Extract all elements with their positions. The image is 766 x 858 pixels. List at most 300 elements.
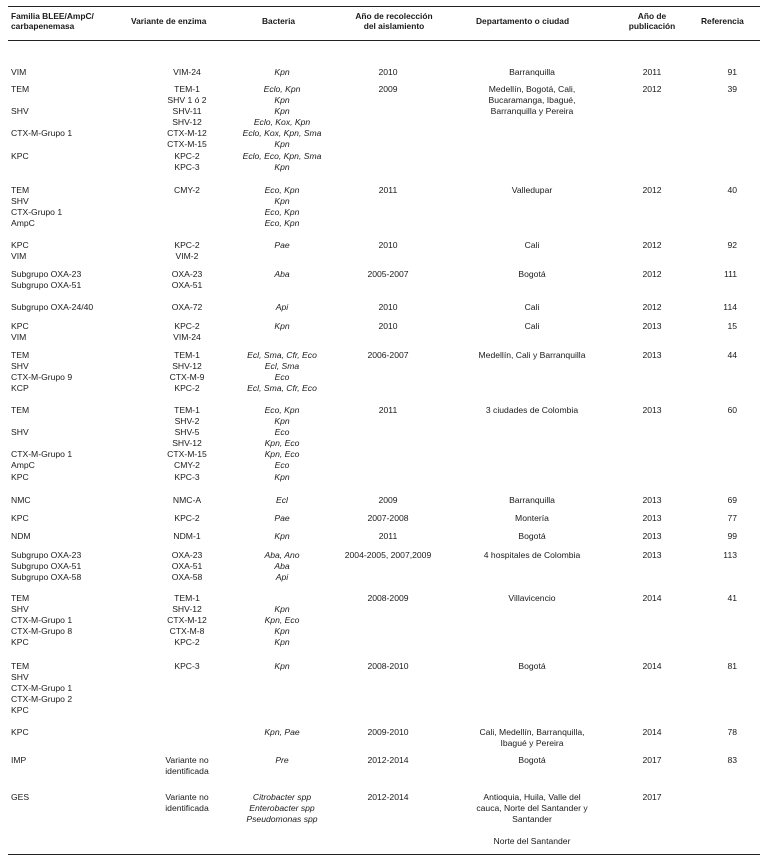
pub-year-cell bbox=[610, 513, 694, 524]
family-cell-line: KPC bbox=[11, 150, 29, 161]
bacteria-cell-line bbox=[228, 593, 336, 604]
family-cell bbox=[11, 405, 72, 483]
reference-cell bbox=[700, 755, 737, 766]
pub-year-cell-line: 2013 bbox=[642, 550, 662, 560]
year-cell-line: 2011 bbox=[378, 405, 398, 415]
location-cell-line: Bucaramanga, Ibagué, bbox=[488, 95, 576, 106]
pub-year-cell bbox=[610, 792, 694, 803]
header-year-pub-line1: Año de bbox=[637, 11, 667, 21]
family-cell-line: AmpC bbox=[11, 218, 35, 229]
family-cell bbox=[11, 755, 26, 766]
year-cell-line: 2004-2005, 2007,2009 bbox=[344, 550, 432, 560]
variant-cell-line: KPC-3 bbox=[174, 471, 200, 482]
family-cell-line: KPC bbox=[11, 513, 29, 523]
pub-year-cell-line: 2012 bbox=[642, 240, 662, 250]
family-cell-line: CTX-M-Grupo 1 bbox=[11, 615, 73, 626]
variant-cell-line: SHV-12 bbox=[172, 361, 202, 372]
reference-cell-line: 83 bbox=[727, 755, 737, 765]
bacteria-cell-line: Eclo, Eco, Kpn, Sma bbox=[242, 150, 322, 161]
family-cell-line: VIM bbox=[11, 332, 27, 343]
reference-cell bbox=[700, 240, 737, 251]
bacteria-cell bbox=[228, 495, 336, 506]
bacteria-cell-line: Eco bbox=[274, 427, 290, 438]
family-cell-line bbox=[11, 117, 72, 128]
reference-cell bbox=[700, 661, 737, 672]
pub-year-cell-line: 2012 bbox=[642, 269, 662, 279]
variant-cell-line: KPC-3 bbox=[174, 661, 200, 671]
reference-cell-line: 60 bbox=[727, 405, 737, 415]
year-cell-line: 2009 bbox=[378, 84, 398, 94]
year-cell-line: 2010 bbox=[378, 67, 398, 77]
reference-cell bbox=[700, 269, 737, 280]
reference-cell-line: 111 bbox=[723, 269, 737, 279]
year-cell bbox=[330, 661, 446, 672]
family-cell-line: NMC bbox=[11, 495, 31, 505]
family-cell-line: TEM bbox=[11, 405, 30, 415]
family-cell bbox=[11, 321, 29, 343]
family-cell bbox=[11, 350, 72, 394]
year-cell-line: 2005-2007 bbox=[367, 269, 409, 279]
location-cell-line: Norte del Santander bbox=[493, 836, 571, 847]
bacteria-cell-line: Kpn bbox=[274, 661, 290, 671]
variant-cell-line: OXA-23 bbox=[171, 269, 203, 279]
pub-year-cell-line: 2011 bbox=[642, 67, 662, 77]
year-cell-line: 2012-2014 bbox=[367, 792, 409, 802]
header-bacteria-line1: Bacteria bbox=[262, 16, 296, 26]
variant-cell-line: SHV 1 ó 2 bbox=[167, 95, 207, 106]
reference-cell-line: 40 bbox=[727, 185, 737, 195]
family-cell bbox=[11, 593, 72, 648]
variant-cell-line: TEM-1 bbox=[174, 405, 200, 415]
location-cell-line: Valledupar bbox=[511, 185, 553, 195]
year-cell-line: 2009 bbox=[378, 495, 398, 505]
location-cell bbox=[453, 269, 611, 280]
reference-cell bbox=[700, 302, 737, 313]
bacteria-cell-line: Kpn bbox=[274, 626, 290, 637]
bacteria-cell-line: Api bbox=[275, 572, 289, 583]
family-cell-line: SHV bbox=[11, 672, 29, 683]
family-cell-line: SHV bbox=[11, 604, 29, 615]
family-cell-line: SHV bbox=[11, 106, 29, 117]
location-cell bbox=[453, 727, 611, 749]
family-cell bbox=[11, 495, 31, 506]
variant-cell-line: CTX-M-15 bbox=[167, 139, 207, 150]
location-cell-line: cauca, Norte del Santander y bbox=[476, 803, 588, 814]
bacteria-cell bbox=[228, 321, 336, 332]
reference-cell-line bbox=[700, 792, 737, 803]
bacteria-cell bbox=[228, 727, 336, 738]
bacteria-cell-line: Eclo, Kpn bbox=[263, 84, 301, 94]
location-cell-line bbox=[453, 825, 611, 836]
bacteria-cell-line: Api bbox=[275, 302, 289, 312]
family-cell-line: KPC bbox=[11, 705, 29, 716]
reference-cell-line: 114 bbox=[723, 302, 737, 312]
family-cell-line: KPC bbox=[11, 321, 29, 331]
year-cell bbox=[330, 792, 446, 803]
bacteria-cell-line: Pae bbox=[274, 513, 290, 523]
variant-cell-line: identificada bbox=[165, 766, 209, 777]
reference-cell-line: 69 bbox=[727, 495, 737, 505]
pub-year-cell bbox=[610, 321, 694, 332]
variant-cell-line: KPC-2 bbox=[174, 321, 200, 331]
location-cell-line: Medellín, Cali y Barranquilla bbox=[478, 350, 586, 360]
year-cell bbox=[330, 405, 446, 416]
pub-year-cell bbox=[610, 350, 694, 361]
location-cell bbox=[453, 755, 611, 766]
location-cell bbox=[453, 405, 611, 416]
variant-cell-line: CMY-2 bbox=[174, 185, 200, 195]
variant-cell-line: OXA-72 bbox=[171, 302, 203, 312]
location-cell-line: Barranquilla bbox=[509, 67, 555, 77]
bacteria-cell-line: Eclo, Kox, Kpn bbox=[253, 117, 311, 128]
variant-cell-line: KPC-2 bbox=[174, 513, 200, 523]
variant-cell-line: CTX-M-8 bbox=[169, 626, 205, 637]
location-cell-line: Bogotá bbox=[518, 755, 546, 765]
header-year-pub-line2: publicación bbox=[628, 21, 676, 32]
location-cell-line: Santander bbox=[512, 814, 552, 825]
year-cell-line: 2010 bbox=[378, 240, 398, 250]
family-cell-line: CTX-M-Grupo 1 bbox=[11, 683, 73, 694]
pub-year-cell-line: 2012 bbox=[642, 84, 662, 94]
year-cell-line: 2011 bbox=[378, 185, 398, 195]
header-reference-line1: Referencia bbox=[701, 16, 744, 26]
variant-cell-line: SHV-11 bbox=[172, 106, 202, 117]
bacteria-cell bbox=[228, 302, 336, 313]
family-cell-line: KPC bbox=[11, 240, 29, 250]
bacteria-cell-line: Aba bbox=[274, 561, 290, 572]
reference-cell-line: 15 bbox=[727, 321, 737, 331]
reference-cell-line: 78 bbox=[727, 727, 737, 737]
pub-year-cell-line: 2013 bbox=[642, 350, 662, 360]
bacteria-cell bbox=[228, 240, 336, 251]
pub-year-cell bbox=[610, 84, 694, 95]
location-cell bbox=[453, 185, 611, 196]
variant-cell-line: OXA-51 bbox=[171, 561, 203, 572]
year-cell bbox=[330, 67, 446, 78]
bacteria-cell bbox=[228, 67, 336, 78]
bacteria-cell bbox=[228, 513, 336, 524]
location-cell-line: Villavicencio bbox=[508, 593, 556, 603]
pub-year-cell bbox=[610, 755, 694, 766]
bacteria-cell-line: Kpn bbox=[274, 531, 290, 541]
family-cell-line: Subgrupo OXA-23 bbox=[11, 269, 82, 279]
bacteria-cell-line: Aba bbox=[274, 269, 290, 279]
reference-cell-line: 41 bbox=[727, 593, 737, 603]
family-cell-line: Subgrupo OXA-23 bbox=[11, 550, 82, 560]
pub-year-cell-line: 2013 bbox=[642, 321, 662, 331]
pub-year-cell bbox=[610, 67, 694, 78]
family-cell-line: CTX-M-Grupo 8 bbox=[11, 626, 73, 637]
pub-year-cell bbox=[610, 185, 694, 196]
location-cell-line: Barranquilla y Pereira bbox=[490, 106, 574, 117]
family-cell bbox=[11, 302, 93, 313]
bacteria-cell-line: Kpn bbox=[274, 139, 290, 150]
bacteria-cell-line: Kpn bbox=[274, 416, 290, 427]
reference-cell-line: 99 bbox=[727, 531, 737, 541]
bacteria-cell-line: Kpn bbox=[274, 67, 290, 77]
bacteria-cell-line: Pre bbox=[275, 755, 289, 765]
header-year-collection-line1: Año de recolección bbox=[355, 11, 433, 21]
year-cell bbox=[330, 350, 446, 361]
variant-cell-line: VIM-24 bbox=[173, 67, 201, 77]
reference-cell bbox=[700, 792, 737, 803]
variant-cell-line: KPC-2 bbox=[174, 240, 200, 250]
bacteria-cell bbox=[228, 792, 336, 825]
location-cell bbox=[453, 321, 611, 332]
year-cell-line: 2006-2007 bbox=[367, 350, 409, 360]
pub-year-cell bbox=[610, 405, 694, 416]
bacteria-cell-line: Pae bbox=[274, 240, 290, 250]
family-cell-line: NDM bbox=[11, 531, 31, 541]
location-cell bbox=[453, 350, 611, 361]
reference-cell bbox=[700, 513, 737, 524]
bacteria-cell-line: Eco, Kpn bbox=[264, 218, 300, 229]
family-cell-line: Subgrupo OXA-24/40 bbox=[11, 302, 94, 312]
pub-year-cell bbox=[610, 593, 694, 604]
location-cell-line: Cali, Medellín, Barranquilla, bbox=[479, 727, 585, 737]
bacteria-cell-line: Eco, Kpn bbox=[264, 405, 300, 415]
location-cell-line: Barranquilla bbox=[509, 495, 555, 505]
year-cell bbox=[330, 240, 446, 251]
variant-cell-line: KPC-2 bbox=[174, 637, 200, 648]
variant-cell-line: TEM-1 bbox=[174, 350, 200, 360]
reference-cell bbox=[700, 185, 737, 196]
pub-year-cell bbox=[610, 661, 694, 672]
bacteria-cell-line: Kpn bbox=[274, 95, 290, 106]
reference-cell bbox=[700, 405, 737, 416]
bacteria-cell bbox=[228, 755, 336, 766]
bacteria-cell bbox=[228, 185, 336, 229]
pub-year-cell-line: 2013 bbox=[642, 495, 662, 505]
pub-year-cell bbox=[610, 531, 694, 542]
pub-year-cell bbox=[610, 727, 694, 738]
variant-cell-line: Variante no bbox=[165, 792, 209, 802]
family-cell bbox=[11, 84, 72, 162]
bacteria-cell-line: Kpn, Pae bbox=[264, 727, 300, 737]
family-cell-line: TEM bbox=[11, 593, 30, 603]
family-cell-line: CTX-M-Grupo 1 bbox=[11, 128, 73, 139]
bacteria-cell-line: Enterobacter spp bbox=[249, 803, 315, 814]
bacteria-cell-line: Kpn bbox=[274, 321, 290, 331]
variant-cell-line: CMY-2 bbox=[174, 460, 200, 471]
location-cell-line: Cali bbox=[524, 302, 540, 312]
bacteria-cell-line: Kpn, Eco bbox=[264, 438, 300, 449]
reference-cell bbox=[700, 531, 737, 542]
year-cell bbox=[330, 321, 446, 332]
year-cell bbox=[330, 269, 446, 280]
bacteria-cell bbox=[228, 350, 336, 394]
pub-year-cell bbox=[610, 269, 694, 280]
bacteria-cell bbox=[228, 550, 336, 583]
family-cell bbox=[11, 185, 62, 229]
variant-cell-line: VIM-2 bbox=[175, 251, 199, 262]
family-cell-line: TEM bbox=[11, 84, 30, 94]
family-cell-line: VIM bbox=[11, 67, 27, 77]
pub-year-cell-line: 2014 bbox=[642, 661, 662, 671]
pub-year-cell-line: 2013 bbox=[642, 513, 662, 523]
variant-cell-line: identificada bbox=[165, 803, 209, 814]
location-cell-line: Antioquia, Huila, Valle del bbox=[483, 792, 581, 802]
family-cell-line: KPC bbox=[11, 471, 29, 482]
variant-cell-line: OXA-51 bbox=[171, 280, 203, 291]
variant-cell-line: CTX-M-12 bbox=[167, 128, 207, 139]
pub-year-cell bbox=[610, 550, 694, 561]
table-bottom-rule bbox=[8, 854, 760, 855]
family-cell-line bbox=[11, 139, 72, 150]
reference-cell bbox=[700, 550, 737, 561]
bacteria-cell-line: Pseudomonas spp bbox=[246, 814, 318, 825]
variant-cell-line: KPC-2 bbox=[174, 383, 200, 394]
family-cell-line: Subgrupo OXA-51 bbox=[11, 561, 82, 572]
pub-year-cell-line: 2014 bbox=[642, 727, 662, 737]
location-cell-line: 4 hospitales de Colombia bbox=[483, 550, 581, 560]
header-family-line2: carbapenemasa bbox=[11, 21, 75, 32]
bacteria-cell-line: Eclo, Kox, Kpn, Sma bbox=[242, 128, 322, 139]
family-cell-line: SHV bbox=[11, 427, 29, 438]
location-cell-line: Cali bbox=[524, 321, 540, 331]
year-cell-line: 2008-2009 bbox=[367, 593, 409, 603]
reference-cell bbox=[700, 321, 737, 332]
reference-cell-line: 44 bbox=[727, 350, 737, 360]
family-cell bbox=[11, 531, 31, 542]
family-cell-line: AmpC bbox=[11, 460, 35, 471]
family-cell bbox=[11, 513, 29, 524]
location-cell bbox=[453, 302, 611, 313]
pub-year-cell bbox=[610, 495, 694, 506]
reference-cell bbox=[700, 495, 737, 506]
bacteria-cell-line: Citrobacter spp bbox=[252, 792, 312, 802]
header-variant-line1: Variante de enzima bbox=[131, 16, 207, 26]
pub-year-cell-line: 2012 bbox=[642, 302, 662, 312]
variant-cell-line: VIM-24 bbox=[173, 332, 201, 343]
year-cell-line: 2010 bbox=[378, 302, 398, 312]
variant-cell-line: OXA-58 bbox=[171, 572, 203, 583]
bacteria-cell-line: Ecl bbox=[276, 495, 288, 505]
pub-year-cell-line: 2017 bbox=[642, 755, 662, 765]
pub-year-cell-line: 2017 bbox=[642, 792, 662, 802]
reference-cell bbox=[700, 84, 737, 95]
variant-cell-line: OXA-23 bbox=[171, 550, 203, 560]
bacteria-cell-line: Ecl, Sma bbox=[264, 361, 300, 372]
family-cell-line: IMP bbox=[11, 755, 27, 765]
family-cell-line: TEM bbox=[11, 185, 30, 195]
family-cell bbox=[11, 240, 29, 262]
family-cell-line: TEM bbox=[11, 661, 30, 671]
location-cell bbox=[453, 792, 611, 847]
location-cell bbox=[453, 531, 611, 542]
pub-year-cell-line: 2013 bbox=[642, 405, 662, 415]
family-cell-line: TEM bbox=[11, 350, 30, 360]
family-cell-line: VIM bbox=[11, 251, 27, 262]
year-cell bbox=[330, 185, 446, 196]
family-cell bbox=[11, 727, 29, 738]
pub-year-cell bbox=[610, 302, 694, 313]
variant-cell-line: SHV-12 bbox=[172, 604, 202, 615]
location-cell bbox=[453, 593, 611, 604]
bacteria-cell-line: Kpn, Eco bbox=[264, 449, 300, 460]
variant-cell-line: SHV-12 bbox=[172, 438, 202, 449]
year-cell bbox=[330, 550, 446, 561]
reference-cell bbox=[700, 727, 737, 738]
variant-cell-line: CTX-M-9 bbox=[169, 372, 205, 383]
year-cell-line: 2007-2008 bbox=[367, 513, 409, 523]
reference-cell-line: 81 bbox=[727, 661, 737, 671]
variant-cell-line: SHV-12 bbox=[172, 117, 202, 128]
variant-cell-line: Variante no bbox=[165, 755, 209, 765]
variant-cell-line: NDM-1 bbox=[173, 531, 201, 541]
family-cell-line: Subgrupo OXA-58 bbox=[11, 572, 82, 583]
variant-cell-line: KPC-3 bbox=[174, 161, 200, 172]
year-cell bbox=[330, 84, 446, 95]
reference-cell-line: 77 bbox=[727, 513, 737, 523]
location-cell-line: Bogotá bbox=[518, 531, 546, 541]
family-cell-line: SHV bbox=[11, 361, 29, 372]
bacteria-cell-line: Kpn bbox=[274, 637, 290, 648]
location-cell bbox=[453, 513, 611, 524]
bacteria-cell bbox=[228, 405, 336, 483]
location-cell bbox=[453, 495, 611, 506]
family-cell-line: CTX-M-Grupo 2 bbox=[11, 694, 73, 705]
variant-cell-line: CTX-M-12 bbox=[167, 615, 207, 626]
year-cell bbox=[330, 495, 446, 506]
year-cell-line: 2010 bbox=[378, 321, 398, 331]
family-cell bbox=[11, 67, 26, 78]
reference-cell bbox=[700, 593, 737, 604]
location-cell bbox=[453, 661, 611, 672]
family-cell bbox=[11, 269, 81, 291]
location-cell-line: Cali bbox=[524, 240, 540, 250]
pub-year-cell-line: 2013 bbox=[642, 531, 662, 541]
pub-year-cell-line: 2012 bbox=[642, 185, 662, 195]
reference-cell bbox=[700, 67, 737, 78]
family-cell-line: KPC bbox=[11, 727, 29, 737]
bacteria-cell-line: Eco, Kpn bbox=[264, 207, 300, 218]
variant-cell-line: TEM-1 bbox=[174, 84, 200, 94]
year-cell bbox=[330, 531, 446, 542]
bacteria-cell-line: Kpn bbox=[274, 604, 290, 615]
year-cell-line: 2008-2010 bbox=[367, 661, 409, 671]
bacteria-cell bbox=[228, 661, 336, 672]
bacteria-cell bbox=[228, 269, 336, 280]
location-cell-line: Bogotá bbox=[518, 269, 546, 279]
reference-cell-line: 91 bbox=[727, 67, 737, 77]
bacteria-cell-line: Eco bbox=[274, 460, 290, 471]
location-cell-line: Bogotá bbox=[518, 661, 546, 671]
bacteria-cell-line: Ecl, Sma, Cfr, Eco bbox=[247, 350, 317, 360]
family-cell bbox=[11, 550, 81, 583]
bacteria-cell bbox=[228, 84, 336, 173]
reference-cell-line: 92 bbox=[727, 240, 737, 250]
family-cell-line: CTX-M-Grupo 1 bbox=[11, 449, 73, 460]
location-cell-line: Montería bbox=[515, 513, 549, 523]
variant-cell-line: KPC-2 bbox=[174, 150, 200, 161]
header-location-line1: Departamento o ciudad bbox=[476, 16, 570, 26]
location-cell bbox=[453, 84, 611, 117]
location-cell bbox=[453, 67, 611, 78]
location-cell bbox=[453, 550, 611, 561]
variant-cell-line: SHV-2 bbox=[174, 416, 200, 427]
family-cell-line: SHV bbox=[11, 196, 29, 207]
bacteria-cell-line: Kpn, Eco bbox=[264, 615, 300, 626]
year-cell bbox=[330, 302, 446, 313]
bacteria-cell-line: Eco, Kpn bbox=[264, 185, 300, 195]
bacteria-cell-line: Eco bbox=[274, 372, 290, 383]
reference-cell bbox=[700, 350, 737, 361]
variant-cell-line: NMC-A bbox=[172, 495, 202, 505]
family-cell-line bbox=[11, 438, 72, 449]
bacteria-cell-line: Kpn bbox=[274, 161, 290, 172]
location-cell bbox=[453, 240, 611, 251]
